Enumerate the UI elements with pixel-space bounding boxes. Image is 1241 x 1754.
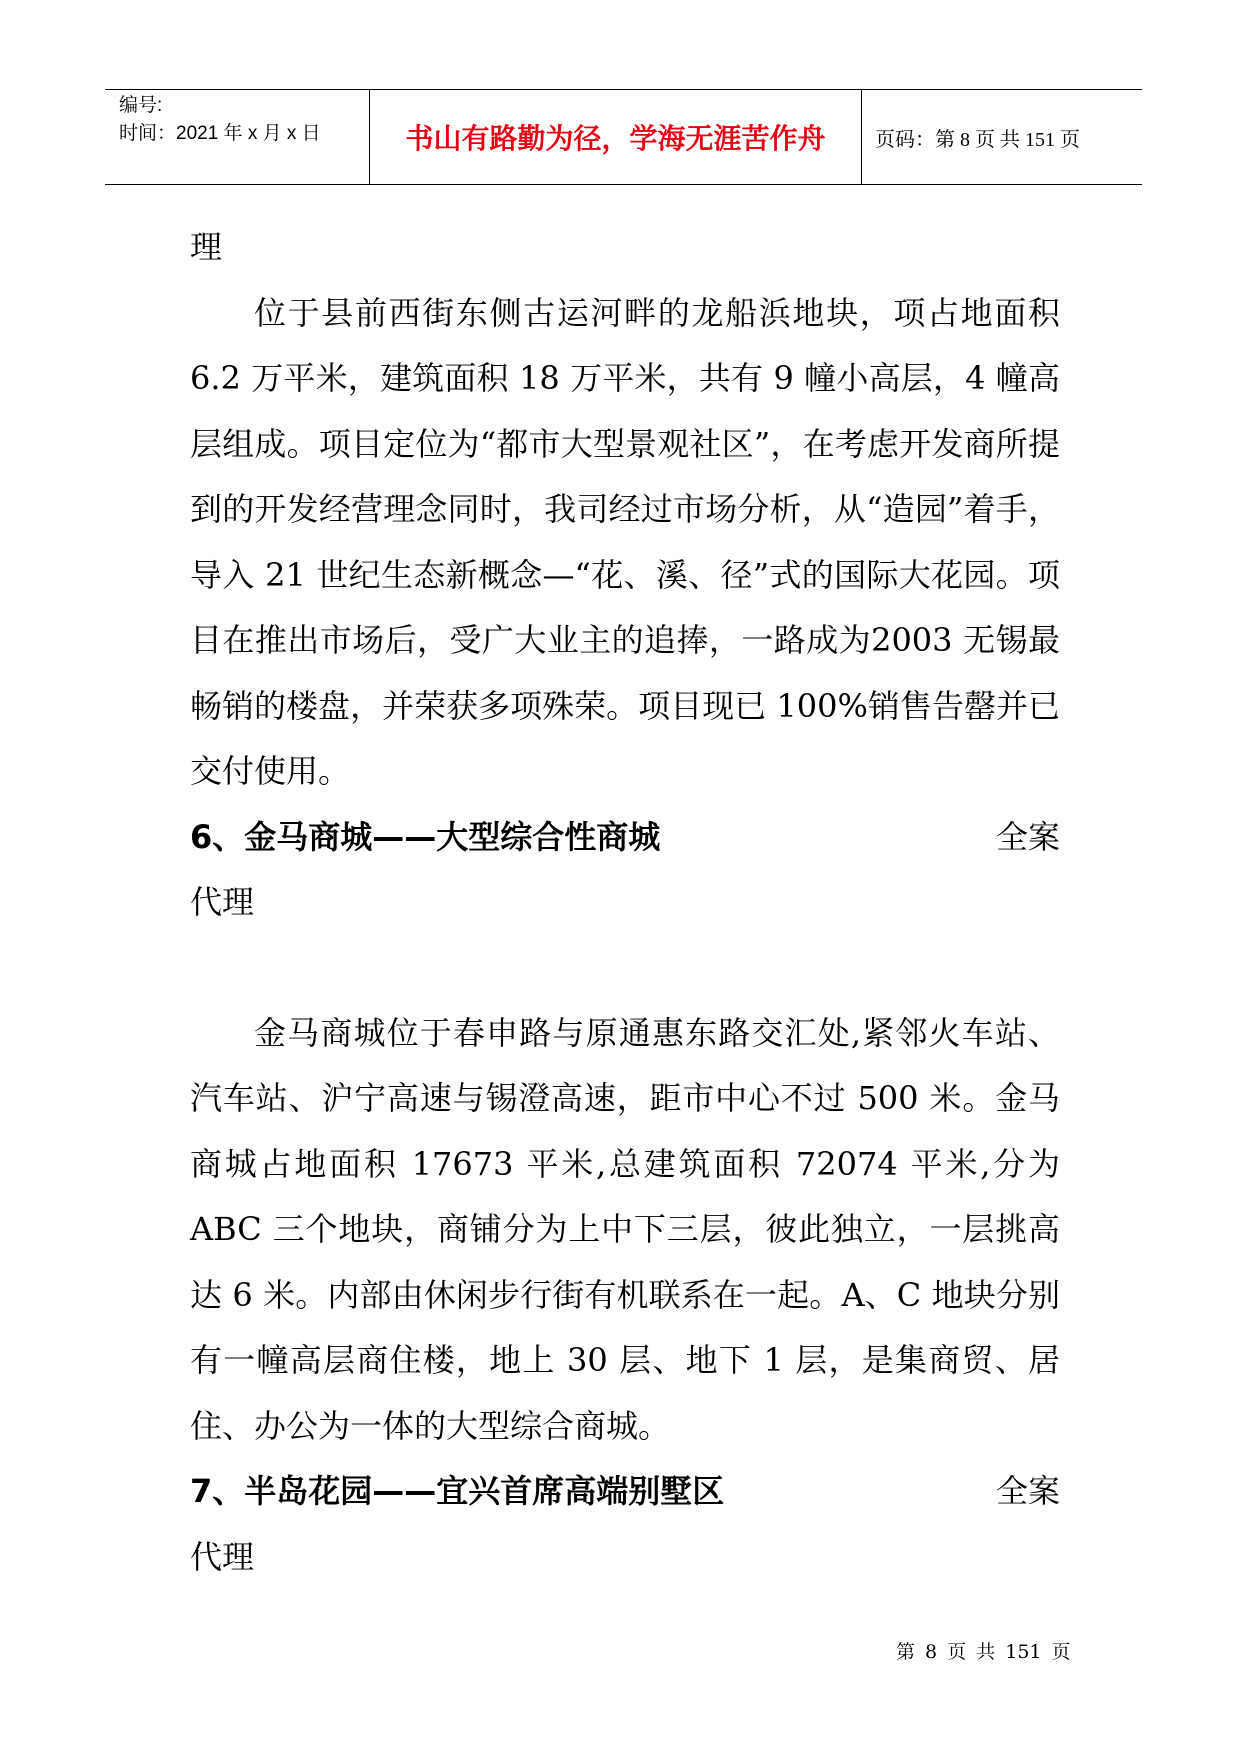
paragraph-jinma-mall: 金马商城位于春申路与原通惠东路交汇处,紧邻火车站、汽车站、沪宁高速与锡澄高速，距市中心不过 500 米。金马商城占地面积 17673 平米,总建筑面积 72074 平米,分为 ABC 三个地块，商铺分为上中下三层，彼此独立，一层挑高达 6 米。内部由休闲步行街有机联系在一起。A、C 地块分别有一幢高层商住楼，地上 30 层、地下 1 层，是集商贸、居住、办公为一体的大型综合商城。 (190, 1013, 1060, 1445)
document-time-label: 时间：2021 年 x 月 x 日 (119, 123, 321, 144)
section-heading-6 (190, 805, 1060, 871)
header-motto: 书山有路勤为径，学海无涯苦作舟 (370, 90, 862, 184)
document-number-label: 编号: (119, 95, 163, 116)
section-heading-6-continuation: 代理 (190, 883, 255, 921)
section-heading-6-title: 6、金马商城——大型综合性商城 (190, 817, 661, 856)
header-meta-cell (105, 90, 370, 184)
blank-line (190, 936, 1060, 1001)
document-body (190, 215, 1060, 1590)
continued-line: 理 (190, 228, 223, 266)
section-heading-7-continuation: 代理 (190, 1537, 255, 1576)
page-header (105, 89, 1142, 185)
section-heading-7-title: 7、半岛花园——宜兴首席高端别墅区 (190, 1472, 725, 1510)
page-footer: 第 8 页 共 151 页 (896, 1641, 1071, 1663)
section-heading-6-tail: 全案 (995, 817, 1060, 856)
header-page-number: 页码：第 8 页 共 151 页 (875, 128, 1080, 151)
section-heading-7-tail: 全案 (995, 1472, 1060, 1510)
paragraph-longchuanbang: 位于县前西街东侧古运河畔的龙船浜地块，项占地面积6.2 万平米，建筑面积 18 万平米，共有 9 幢小高层，4 幢高层组成。项目定位为“都市大型景观社区”，在考虑开发商所提到的开发经营理念同时，我司经过市场分析，从“造园”着手，导入 21 世纪生态新概念—“花、溪、径”式的国际大花园。项目在推出市场后，受广大业主的追捧，一路成为2003 无锡最畅销的楼盘，并荣获多项殊荣。项目现已 100%销售告罄并已交付使用。 (190, 293, 1060, 790)
section-heading-7 (190, 1459, 1060, 1525)
